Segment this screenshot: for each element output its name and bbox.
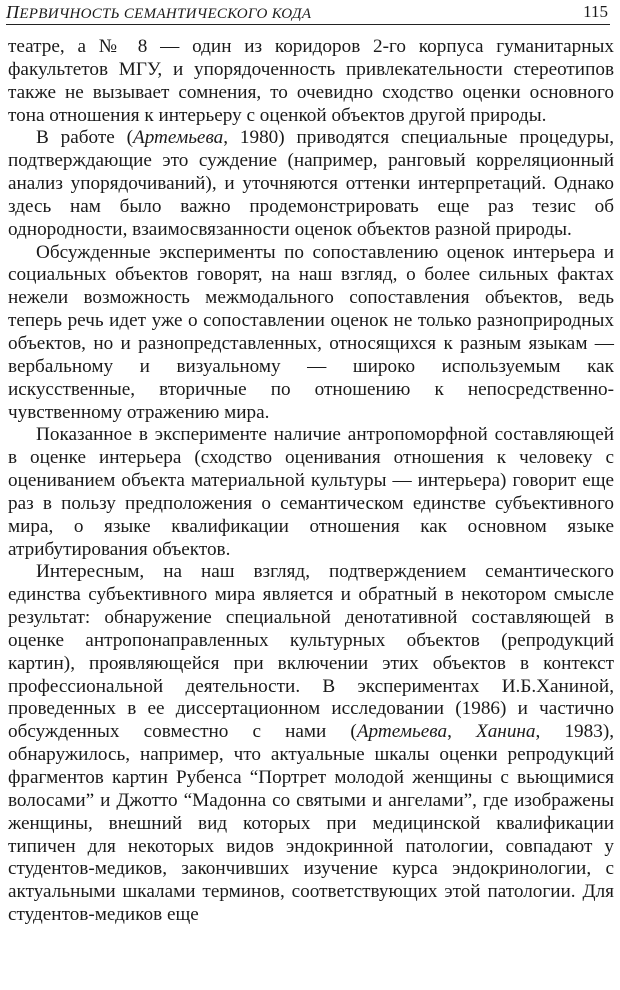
- paragraph: [8, 561, 614, 927]
- paragraph-text: , 1980) приводятся специальные процедуры, подтверждающие это суждение (например, ранговый корреляционный анализ упорядочиваний), и уточняются оттенки интерпретаций. Однако здесь нам было важно продемонстрировать еще раз тезис об однородности, взаимосвязанности оценок объектов разной природы.: [8, 127, 614, 240]
- citation-author: Ханина: [475, 721, 536, 743]
- paragraph-text: Обсужденные эксперименты по сопоставлению оценок интерьера и социальных объектов говорят, на наш взгляд, о более сильных фактах нежели возможность межмодального сопоставления объектов, ведь теперь речь идет уже о сопоставлении оценок не только разноприродных объектов, но и разнопредставленных, относящихся к разным языкам — вербальному и визуальному — широко используемым как искусственные, вторичные по отношению к непосредственно-чувственному отражению мира.: [8, 241, 614, 423]
- paragraph-text: Интересным, на наш взгляд, подтверждением семантического единства субъективного мира является и обратный в некотором смысле результат: обнаружение специальной денотативной составляющей в оценке антропонаправленных культурных объектов (репродукций картин), проявляющейся при включении этих объектов в контекст профессиональной деятельности. В экспериментах И.Б.Ханиной, проведенных в ее диссертационном исследовании (1986) и частично обсужденных совместно с нами (: [8, 561, 614, 743]
- paragraph-text: ,: [447, 721, 476, 743]
- running-title-initial: П: [6, 2, 20, 22]
- page-number: 115: [583, 2, 608, 21]
- running-header: [6, 2, 610, 25]
- paragraph: [8, 127, 614, 241]
- paragraph-text: , 1983), обнаружилось, например, что актуальные шкалы оценки репродукций фрагментов картин Рубенса “Портрет молодой женщины с вьющимися волосами” и Джотто “Мадонна со святыми и ангелами”, где изображены женщины, внешний вид которых при медицинской квалификации типичен для некоторых видов эндокринной патологии, совпадают у студентов-медиков, закончивших изучение курса эндокринологии, с актуальными шкалами терминов, соответствующих этой патологии. Для студентов-медиков еще: [8, 721, 615, 926]
- paragraph-text: В работе (: [36, 127, 133, 149]
- paragraph-text: театре, а № 8 — один из коридоров 2-го корпуса гуманитарных факультетов МГУ, и упорядоченность привлекательности стереотипов также не вызывает сомнения, то очевидно сходство оценки основного тона отношения к интерьеру с оценкой объектов другой природы.: [8, 36, 614, 126]
- body-text: [8, 36, 614, 927]
- paragraph: [8, 242, 614, 425]
- citation-author: Артемьева: [133, 127, 224, 149]
- running-title: [6, 2, 311, 24]
- paragraph: [8, 36, 614, 127]
- citation-author: Артемьева: [356, 721, 448, 743]
- paragraph-text: Показанное в эксперименте наличие антропоморфной составляющей в оценке интерьера (сходство оценивания отношения к человеку с оцениванием объекта материальной культуры — интерьера) говорит еще раз в пользу предположения о семантическом единстве субъективного мира, о языке квалификации отношения как основном языке атрибутирования объектов.: [8, 424, 614, 560]
- running-title-rest: ЕРВИЧНОСТЬ СЕМАНТИЧЕСКОГО КОДА: [19, 6, 312, 22]
- paragraph: [8, 424, 614, 561]
